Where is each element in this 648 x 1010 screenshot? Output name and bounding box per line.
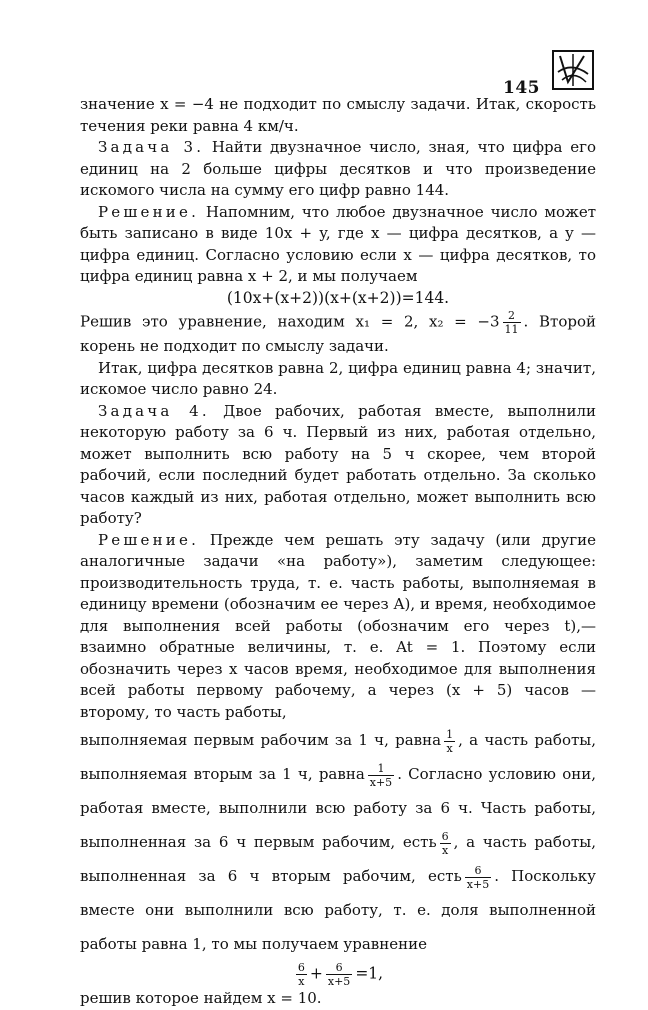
solution-4: Решение. Прежде чем решать эту задачу (или другие аналогичные задачи «на работу»), заметим следующее: производительность труда, т. е. часть работы, выполняемая в единицу времени (обозначим ее через A), и время, необходимое для выполнения всей работы (обозначим его через t),— взаимно обратные величины, т. е. At = 1. Поэтому если обозначить через x часов время, необходимое для выполнения всей работы первому рабочему, а через (x + 5) часов — второму, то часть работы, [80, 530, 596, 721]
abstract-graph-logo-icon [552, 50, 594, 90]
fraction: $\frac{1}{x+5}$ [369, 761, 393, 789]
solution-3: Решение. Напомним, что любое двузначное число может быть записано в виде 10x + y, где x — цифра десятков, а y — цифра единиц. Согласно условию если x — цифра десятков, то цифра единиц равна x + 2, и мы получаем [80, 202, 596, 285]
paragraph: решив которое найдем x = 10. [80, 989, 322, 1007]
page-number: 145 [503, 78, 540, 98]
fraction: $\frac{6}{x+5}$ [466, 863, 490, 891]
equation-1: (10x+(x+2))(x+(x+2))=144. [226, 288, 450, 307]
task-label: Задача 3. [98, 138, 205, 156]
fraction: $\frac{6}{x}$ [297, 961, 305, 988]
paragraph: выполняемая первым рабочим за 1 ч, равна $\frac{1}{x}$ , а часть работы, выполняемая вторым за 1 ч, равна $\frac{1}{x+5}$ . Согласно условию они, работая вместе, выполнили всю работу за 6 ч. Часть работы, выполненная за 6 ч первым рабочим, есть $\frac{6}{x}$ , а часть работы, выполненная за 6 ч вторым рабочим, есть $\frac{6}{x+5}$ . Поскольку вместе они выполнили всю работу, т. е. доля выполненной работы равна 1, то мы получаем уравнение [80, 727, 597, 953]
paragraph: Решив это уравнение, находим x₁ = 2, x₂ = −3 $\frac{2}{11}$ . Второй корень не подходит по смыслу задачи. [80, 309, 596, 355]
page-text [80, 94, 596, 1010]
task-3: Задача 3. Найти двузначное число, зная, что цифра его единиц на 2 больше цифры десятков и что произведение искомого числа на сумму его цифр равно 144. [80, 138, 596, 199]
fraction: $\frac{2}{11}$ [504, 309, 519, 336]
solution-label: Решение. [98, 202, 200, 221]
task-label: Задача 4. [98, 401, 210, 420]
solution-label: Решение. [98, 530, 200, 549]
paragraph: значение x = −4 не подходит по смыслу задачи. Итак, скорость течения реки равна 4 км/ч. [80, 95, 596, 135]
task-4: Задача 4. Двое рабочих, работая вместе, выполнили некоторую работу за 6 ч. Первый из них, работая отдельно, может выполнить всю работу на 5 ч скорее, чем второй рабочий, если последний будет работать отдельно. За сколько часов каждый из них, работая отдельно, может выполнить всю работу? [80, 401, 596, 527]
equation-2: $\frac{6}{x}$ + $\frac{6}{x+5}$ =1, [297, 961, 384, 988]
fraction: $\frac{6}{x}$ [441, 829, 449, 857]
fraction: $\frac{6}{x+5}$ [327, 961, 351, 988]
paragraph: Итак, цифра десятков равна 2, цифра единиц равна 4; значит, искомое число равно 24. [80, 358, 596, 398]
fraction: $\frac{1}{x}$ [446, 727, 454, 755]
